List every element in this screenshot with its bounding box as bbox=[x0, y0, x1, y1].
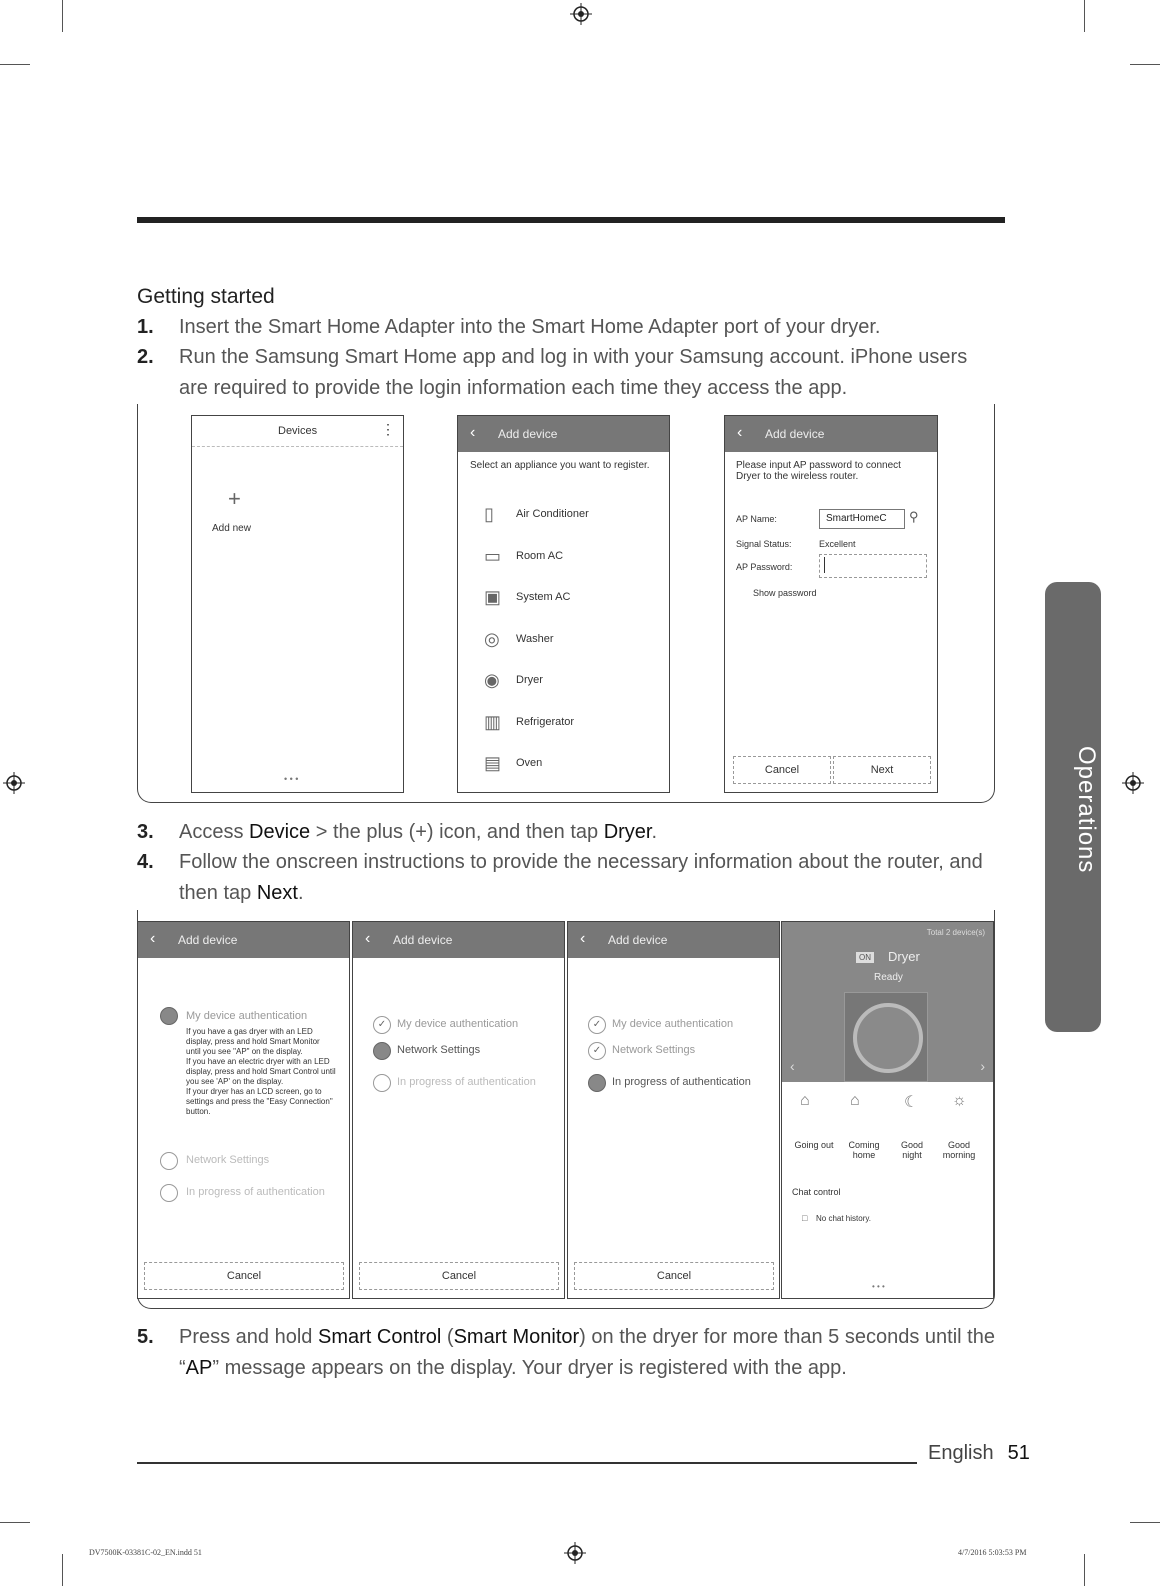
ap-setup-header bbox=[725, 416, 937, 452]
home-out-icon[interactable]: ⌂ bbox=[800, 1092, 810, 1109]
step-text bbox=[179, 847, 999, 909]
dryer-hero bbox=[782, 922, 993, 1082]
plus-icon[interactable]: + bbox=[228, 486, 241, 511]
add-device-title: Add device bbox=[608, 933, 668, 947]
footer bbox=[928, 1442, 1030, 1465]
step-2 bbox=[137, 342, 997, 404]
auth-instructions: If you have a gas dryer with an LED display, press and hold Smart Monitor until you see "AP" on the display. If you have an electric dryer with an LED display, press and hold Smart Control until you see 'AP' on the display. If your dryer has an LCD screen, go to settings and press the "Easy Connection" button. bbox=[186, 1027, 336, 1116]
step-indicator bbox=[160, 1152, 178, 1170]
back-icon[interactable]: ‹ bbox=[470, 424, 476, 441]
ap-password-label: AP Password: bbox=[736, 562, 793, 572]
appliance-item[interactable]: Dryer bbox=[516, 674, 543, 686]
cancel-button[interactable]: Cancel bbox=[574, 1262, 774, 1290]
text-cursor bbox=[824, 557, 825, 573]
step-number: 4. bbox=[137, 851, 154, 873]
imprint-file: DV7500K-03381C-02_EN.indd 51 bbox=[89, 1548, 202, 1557]
devices-screen bbox=[191, 415, 404, 793]
step-number: 2. bbox=[137, 346, 154, 368]
step-4 bbox=[137, 847, 997, 909]
step-text bbox=[179, 817, 999, 848]
more-icon[interactable]: ⋮ bbox=[381, 421, 395, 437]
device-total: Total 2 device(s) bbox=[926, 928, 985, 937]
step-text: Insert the Smart Home Adapter into the Smart Home Adapter port of your dryer. bbox=[179, 316, 881, 338]
dryer-screen bbox=[781, 921, 994, 1299]
dryer-icon: ◉ bbox=[484, 670, 500, 690]
step-my-device-auth: My device authentication bbox=[397, 1018, 519, 1030]
signal-status-value: Excellent bbox=[819, 539, 856, 549]
cancel-button[interactable]: Cancel bbox=[144, 1262, 344, 1290]
appliance-item[interactable]: System AC bbox=[516, 591, 571, 603]
step-indicator bbox=[373, 1074, 391, 1092]
mode-coming-home[interactable]: Coming home bbox=[848, 1140, 880, 1160]
no-chat-history: No chat history. bbox=[816, 1214, 871, 1223]
text-span: Follow the onscreen instructions to provide the necessary information about the router, and then tap bbox=[179, 851, 983, 904]
side-tab-label: Operations bbox=[1073, 746, 1100, 874]
ap-password-field[interactable] bbox=[819, 554, 927, 578]
footer-rule bbox=[137, 1462, 917, 1464]
check-icon: ✓ bbox=[588, 1016, 606, 1034]
remote-icon: ▯ bbox=[484, 504, 494, 524]
show-password-label[interactable]: Show password bbox=[753, 588, 817, 598]
step-my-device-auth: My device authentication bbox=[612, 1018, 734, 1030]
cancel-button[interactable]: Cancel bbox=[359, 1262, 559, 1290]
ap-setup-screen bbox=[724, 415, 938, 793]
text-span: Press and hold bbox=[179, 1326, 318, 1348]
ap-setup-prompt: Please input AP password to connect Dryer to the wireless router. bbox=[736, 460, 901, 482]
add-device-title: Add device bbox=[393, 933, 453, 947]
section-rule bbox=[137, 217, 1005, 223]
appliance-item[interactable]: Air Conditioner bbox=[516, 508, 589, 520]
add-device-header bbox=[353, 922, 564, 958]
step-in-progress: In progress of authentication bbox=[612, 1076, 751, 1088]
add-new-label[interactable]: Add new bbox=[212, 523, 251, 534]
step-1 bbox=[137, 312, 997, 343]
next-arrow-icon[interactable]: › bbox=[980, 1058, 985, 1074]
system-ac-icon: ▣ bbox=[484, 587, 502, 607]
registration-mark-icon bbox=[564, 1542, 586, 1564]
add-device-screen bbox=[457, 415, 670, 793]
step-text: Run the Samsung Smart Home app and log in with your Samsung account. iPhone users are required to provide the login information each time they access the app. bbox=[179, 346, 968, 399]
home-in-icon[interactable]: ⌂ bbox=[850, 1092, 860, 1109]
registration-mark-icon bbox=[570, 3, 592, 25]
sun-icon[interactable]: ☼ bbox=[952, 1092, 967, 1109]
next-button[interactable]: Next bbox=[833, 756, 931, 784]
step-5 bbox=[137, 1322, 997, 1384]
bold-term: Smart Monitor bbox=[453, 1326, 580, 1348]
step-indicator-active bbox=[160, 1007, 178, 1025]
moon-icon[interactable]: ☾ bbox=[904, 1094, 919, 1111]
dryer-door bbox=[853, 1003, 923, 1073]
bold-term: Device bbox=[249, 821, 311, 843]
bold-term: Dryer bbox=[603, 821, 652, 843]
devices-header bbox=[192, 416, 403, 447]
footer-language: English bbox=[928, 1442, 994, 1464]
refrigerator-icon: ▥ bbox=[484, 711, 502, 732]
text-span: ) on the dryer for more than 5 seconds until the “ bbox=[179, 1326, 995, 1379]
back-icon[interactable]: ‹ bbox=[150, 930, 156, 947]
auth-step2-screen bbox=[352, 921, 565, 1299]
ap-name-field[interactable] bbox=[819, 509, 905, 529]
chat-icon: □ bbox=[802, 1213, 808, 1223]
step-network-settings: Network Settings bbox=[397, 1044, 481, 1056]
search-icon[interactable]: ⚲ bbox=[909, 509, 919, 524]
bold-term: Smart Control bbox=[317, 1326, 442, 1348]
add-device-prompt: Select an appliance you want to register. bbox=[470, 460, 650, 471]
cancel-button[interactable]: Cancel bbox=[733, 756, 831, 784]
back-icon[interactable]: ‹ bbox=[365, 930, 371, 947]
step-in-progress: In progress of authentication bbox=[186, 1186, 325, 1198]
step-indicator bbox=[160, 1184, 178, 1202]
dryer-name: Dryer bbox=[888, 949, 920, 964]
appliance-item[interactable]: Oven bbox=[516, 757, 543, 769]
step-indicator-active bbox=[588, 1074, 606, 1092]
add-device-header bbox=[568, 922, 779, 958]
text-span: ” message appears on the display. Your dryer is registered with the app. bbox=[212, 1357, 847, 1379]
text-span: . bbox=[651, 821, 658, 843]
add-device-title: Add device bbox=[498, 427, 558, 441]
add-device-header bbox=[138, 922, 349, 958]
prev-arrow-icon[interactable]: ‹ bbox=[790, 1058, 795, 1074]
section-heading: Getting started bbox=[137, 285, 275, 308]
appliance-item[interactable]: Washer bbox=[516, 632, 554, 645]
page-number: 51 bbox=[1007, 1442, 1030, 1464]
check-icon: ✓ bbox=[588, 1042, 606, 1060]
chat-control-label: Chat control bbox=[792, 1187, 841, 1197]
text-span: ( bbox=[441, 1326, 454, 1348]
registration-mark-icon bbox=[1122, 772, 1144, 794]
registration-mark-icon bbox=[3, 772, 25, 794]
step-network-settings: Network Settings bbox=[186, 1154, 270, 1166]
ap-name-value: SmartHomeC bbox=[826, 513, 887, 524]
step-network-settings: Network Settings bbox=[612, 1044, 696, 1056]
step-indicator-active bbox=[373, 1042, 391, 1060]
auth-step1-screen bbox=[137, 921, 350, 1299]
appliance-item[interactable]: Room AC bbox=[516, 549, 564, 562]
mode-going-out[interactable]: Going out bbox=[794, 1140, 834, 1150]
auth-step3-screen bbox=[567, 921, 780, 1299]
add-device-title: Add device bbox=[178, 933, 238, 947]
bold-term: AP bbox=[185, 1357, 213, 1379]
ap-setup-title: Add device bbox=[765, 427, 825, 441]
text-span: > the plus (+) icon, and then tap bbox=[310, 821, 604, 843]
signal-status-label: Signal Status: bbox=[736, 539, 792, 549]
page-dots: • • • bbox=[872, 1282, 885, 1291]
step-in-progress: In progress of authentication bbox=[397, 1076, 536, 1088]
power-badge[interactable]: ON bbox=[856, 952, 874, 963]
step-my-device-auth: My device authentication bbox=[186, 1010, 308, 1022]
ap-name-label: AP Name: bbox=[736, 514, 777, 524]
text-span: . bbox=[297, 882, 304, 904]
step-text bbox=[179, 1322, 999, 1384]
oven-icon: ▤ bbox=[484, 753, 502, 773]
mode-good-morning[interactable]: Good morning bbox=[942, 1140, 976, 1160]
mode-good-night[interactable]: Good night bbox=[900, 1140, 924, 1160]
room-ac-icon: ▭ bbox=[484, 545, 502, 566]
page-dots: • • • bbox=[284, 774, 299, 784]
text-span: Access bbox=[179, 821, 250, 843]
step-number: 3. bbox=[137, 821, 154, 843]
appliance-item[interactable]: Refrigerator bbox=[516, 715, 575, 728]
add-device-header bbox=[458, 416, 669, 452]
step-3 bbox=[137, 817, 997, 848]
back-icon[interactable]: ‹ bbox=[737, 424, 743, 441]
dryer-image bbox=[844, 992, 928, 1082]
back-icon[interactable]: ‹ bbox=[580, 930, 586, 947]
imprint-date: 4/7/2016 5:03:53 PM bbox=[958, 1548, 1027, 1557]
step-number: 1. bbox=[137, 316, 154, 338]
bold-term: Next bbox=[256, 882, 298, 904]
washer-icon: ◎ bbox=[484, 628, 500, 649]
check-icon: ✓ bbox=[373, 1016, 391, 1034]
dryer-status: Ready bbox=[874, 972, 903, 983]
step-number: 5. bbox=[137, 1326, 154, 1348]
devices-title: Devices bbox=[278, 425, 318, 437]
